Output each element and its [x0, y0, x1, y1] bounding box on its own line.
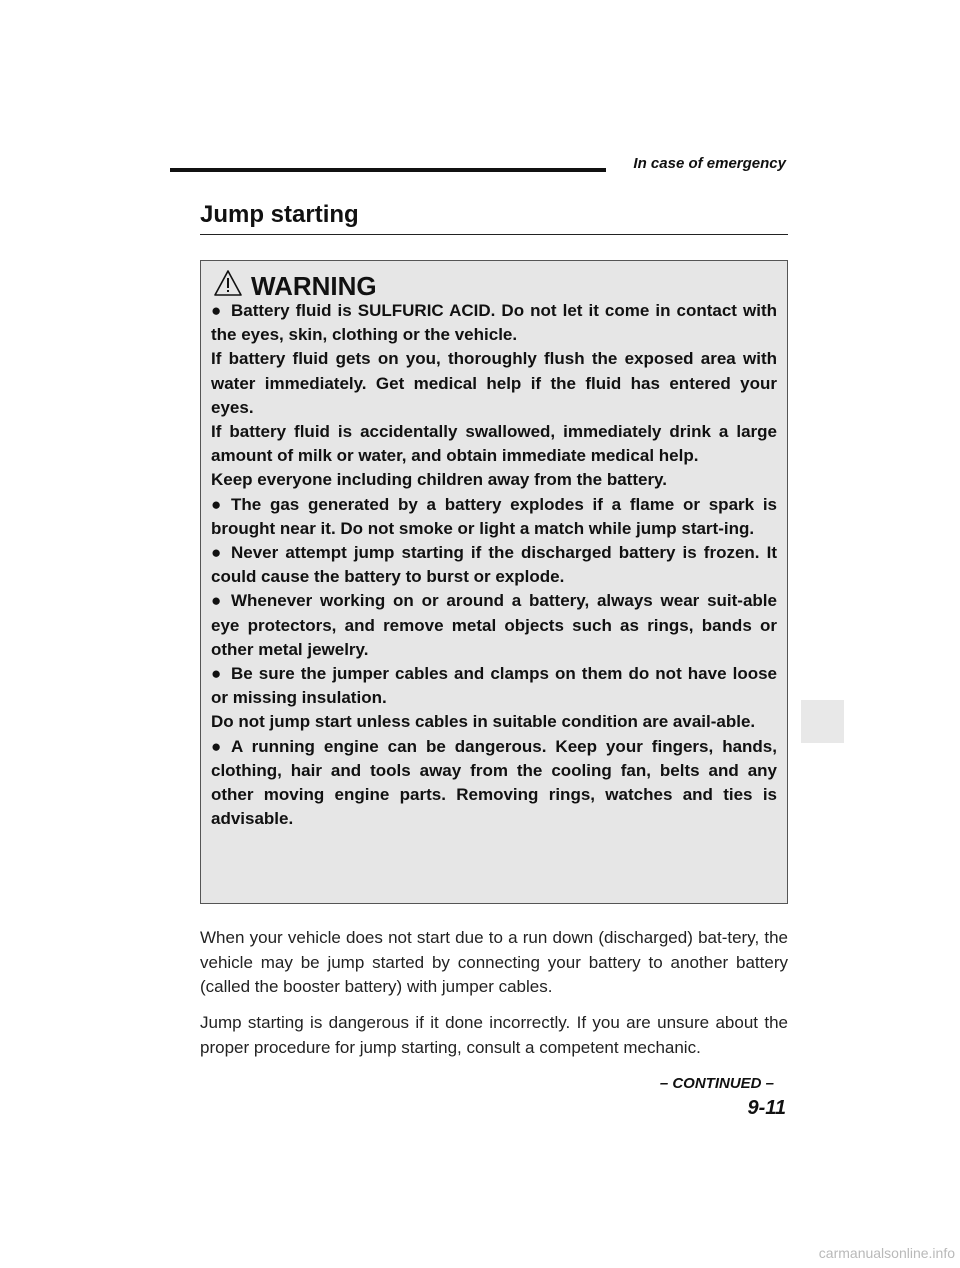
warning-paragraph: [211, 710, 777, 734]
title-rule: [200, 234, 788, 235]
section-title: In case of emergency: [633, 155, 786, 172]
warning-item-text: Be sure the jumper cables and clamps on them do not have loose or missing insulation.: [211, 664, 777, 708]
bullet-icon: ●: [211, 494, 222, 514]
header-rule: [170, 168, 606, 172]
warning-item-text: If battery fluid gets on you, thoroughly flush the exposed area with water immediately. Get medical help if the fluid has entered your eyes.: [211, 349, 777, 417]
body-paragraph: When your vehicle does not start due to a run down (discharged) bat-tery, the vehicle may be jump started by connecting your battery to another battery (called the booster battery) with jumper cables.: [200, 928, 788, 996]
bullet-icon: ●: [211, 543, 222, 563]
warning-item-text: Do not jump start unless cables in suitable condition are avail-able.: [211, 712, 756, 732]
continued-label: – CONTINUED –: [659, 1075, 774, 1092]
warning-label: WARNING: [251, 270, 377, 301]
warning-item-text: Battery fluid is SULFURIC ACID. Do not let it come in contact with the eyes, skin, clothing or the vehicle.: [211, 301, 777, 345]
bullet-icon: ●: [211, 591, 222, 611]
warning-item-text: The gas generated by a battery explodes if a flame or spark is brought near it. Do not smoke or light a match while jump start-ing.: [211, 494, 777, 538]
page-title: Jump starting: [200, 201, 359, 228]
warning-item-text: If battery fluid is accidentally swallowed, immediately drink a large amount of milk or water, and obtain immediate medical help.: [211, 422, 777, 466]
warning-header: [213, 269, 377, 303]
warning-triangle-icon: [213, 269, 243, 297]
page-number: 9-11: [747, 1097, 786, 1119]
warning-bullet-item: [211, 662, 777, 710]
chapter-tab: [801, 700, 844, 743]
warning-bullet-item: [211, 735, 777, 832]
warning-bullet-item: [211, 493, 777, 541]
bullet-icon: ●: [211, 301, 222, 320]
warning-paragraph: [211, 347, 777, 420]
warning-item-text: Whenever working on or around a battery, always wear suit-able eye protectors, and remove metal objects such as rings, bands or other metal jewelry.: [211, 591, 777, 659]
bullet-icon: ●: [211, 664, 222, 684]
body-paragraph: Jump starting is dangerous if it done incorrectly. If you are unsure about the proper procedure for jump starting, consult a competent mechanic.: [200, 1013, 788, 1057]
bullet-icon: ●: [211, 736, 222, 756]
warning-paragraph: [211, 420, 777, 468]
warning-bullet-item: [211, 299, 777, 347]
warning-item-text: A running engine can be dangerous. Keep your fingers, hands, clothing, hair and tools away from the cooling fan, belts and any other moving engine parts. Removing rings, watches and ties is advisable.: [211, 736, 777, 829]
warning-item-text: Never attempt jump starting if the discharged battery is frozen. It could cause the battery to burst or explode.: [211, 543, 777, 587]
watermark: carmanualsonline.info: [818, 1245, 955, 1261]
warning-item-text: Keep everyone including children away from the battery.: [211, 470, 667, 490]
warning-bullet-item: [211, 541, 777, 589]
warning-bullet-item: [211, 589, 777, 662]
warning-text: [211, 299, 777, 831]
warning-paragraph: [211, 468, 777, 492]
warning-box: [200, 260, 788, 904]
